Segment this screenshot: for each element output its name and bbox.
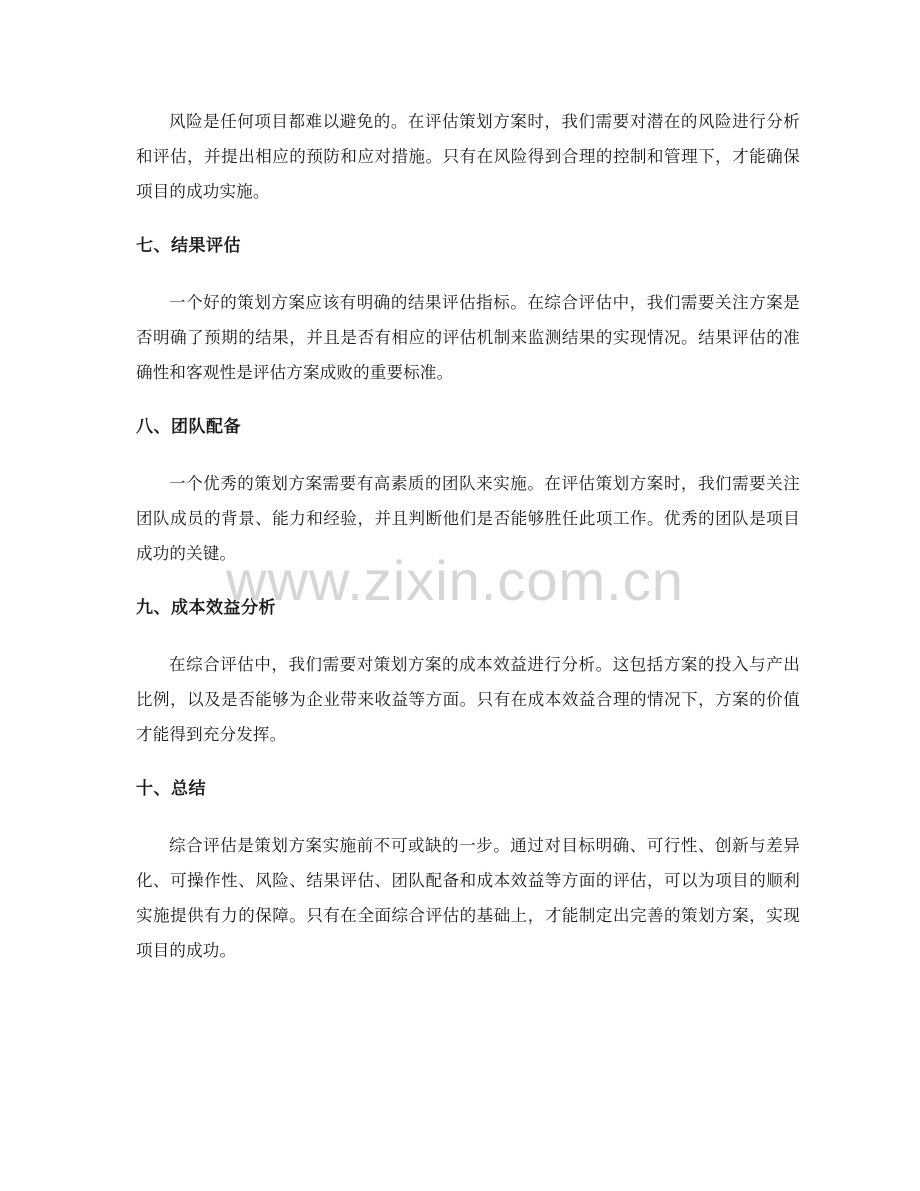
heading-cost-benefit: 九、成本效益分析 <box>136 598 276 618</box>
heading-team: 八、团队配备 <box>136 417 241 437</box>
watermark-text: www.zixin.com.cn <box>226 549 684 612</box>
document-body <box>136 104 800 990</box>
heading-summary: 十、总结 <box>136 779 206 799</box>
paragraph-result-evaluation: 一个好的策划方案应该有明确的结果评估指标。在综合评估中，我们需要关注方案是否明确了预期的结果，并且是否有相应的评估机制来监测结果的实现情况。结果评估的准确性和客观性是评估方案成败的重要标准。 <box>136 293 800 382</box>
paragraph-team: 一个优秀的策划方案需要有高素质的团队来实施。在评估策划方案时，我们需要关注团队成员的背景、能力和经验，并且判断他们是否能够胜任此项工作。优秀的团队是项目成功的关键。 <box>136 474 800 563</box>
paragraph-risk: 风险是任何项目都难以避免的。在评估策划方案时，我们需要对潜在的风险进行分析和评估，并提出相应的预防和应对措施。只有在风险得到合理的控制和管理下，才能确保项目的成功实施。 <box>136 112 800 201</box>
heading-result-evaluation: 七、结果评估 <box>136 236 241 256</box>
paragraph-summary: 综合评估是策划方案实施前不可或缺的一步。通过对目标明确、可行性、创新与差异化、可操作性、风险、结果评估、团队配备和成本效益等方面的评估，可以为项目的顺利实施提供有力的保障。只有在全面综合评估的基础上，才能制定出完善的策划方案，实现项目的成功。 <box>136 836 800 960</box>
paragraph-cost-benefit: 在综合评估中，我们需要对策划方案的成本效益进行分析。这包括方案的投入与产出比例，以及是否能够为企业带来收益等方面。只有在成本效益合理的情况下，方案的价值才能得到充分发挥。 <box>136 655 800 744</box>
